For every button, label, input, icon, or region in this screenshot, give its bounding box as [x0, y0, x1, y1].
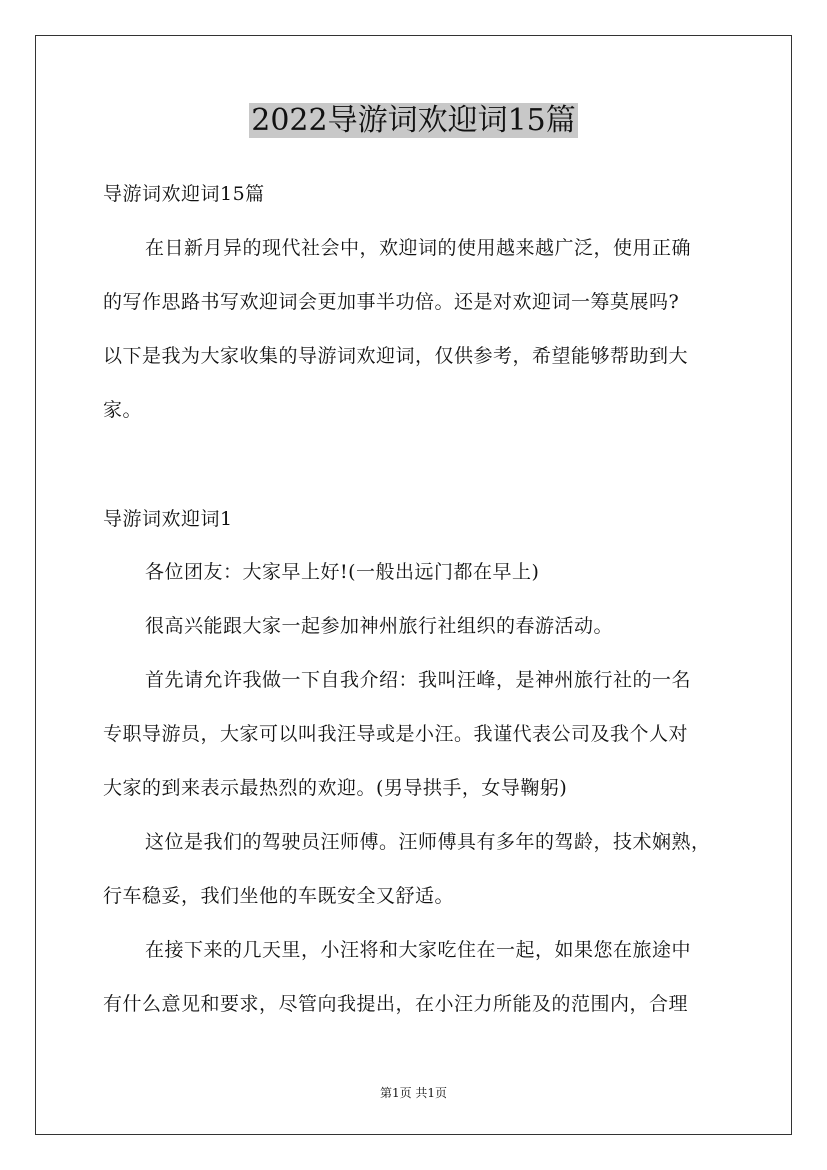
body-line: 各位团友：大家早上好!(一般出远门都在早上) [145, 561, 540, 583]
body-line: 这位是我们的驾驶员汪师傅。汪师傅具有多年的驾龄，技术娴熟， [145, 831, 711, 853]
body-line: 有什么意见和要求，尽管向我提出，在小汪力所能及的范围内，合理 [103, 993, 689, 1015]
document-title-wrap [0, 98, 827, 144]
body-line: 大家的到来表示最热烈的欢迎。(男导拱手，女导鞠躬) [103, 777, 568, 799]
intro-line: 家。 [103, 399, 143, 421]
subtitle: 导游词欢迎词15篇 [103, 183, 265, 205]
intro-line: 在日新月异的现代社会中，欢迎词的使用越来越广泛，使用正确 [145, 237, 692, 259]
document-title: 2022导游词欢迎词15篇 [251, 103, 576, 138]
intro-line: 的写作思路书写欢迎词会更加事半功倍。还是对欢迎词一筹莫展吗? [103, 291, 680, 313]
body-line: 专职导游员，大家可以叫我汪导或是小汪。我谨代表公司及我个人对 [103, 723, 689, 745]
page-footer: 第1页 共1页 [379, 1086, 448, 1100]
body-line: 很高兴能跟大家一起参加神州旅行社组织的春游活动。 [145, 615, 614, 637]
body-line: 在接下来的几天里，小汪将和大家吃住在一起，如果您在旅途中 [145, 939, 692, 961]
section-heading: 导游词欢迎词1 [103, 508, 233, 530]
intro-line: 以下是我为大家收集的导游词欢迎词，仅供参考，希望能够帮助到大 [103, 345, 689, 367]
body-line: 行车稳妥，我们坐他的车既安全又舒适。 [103, 885, 455, 907]
body-line: 首先请允许我做一下自我介绍：我叫汪峰，是神州旅行社的一名 [145, 669, 692, 691]
